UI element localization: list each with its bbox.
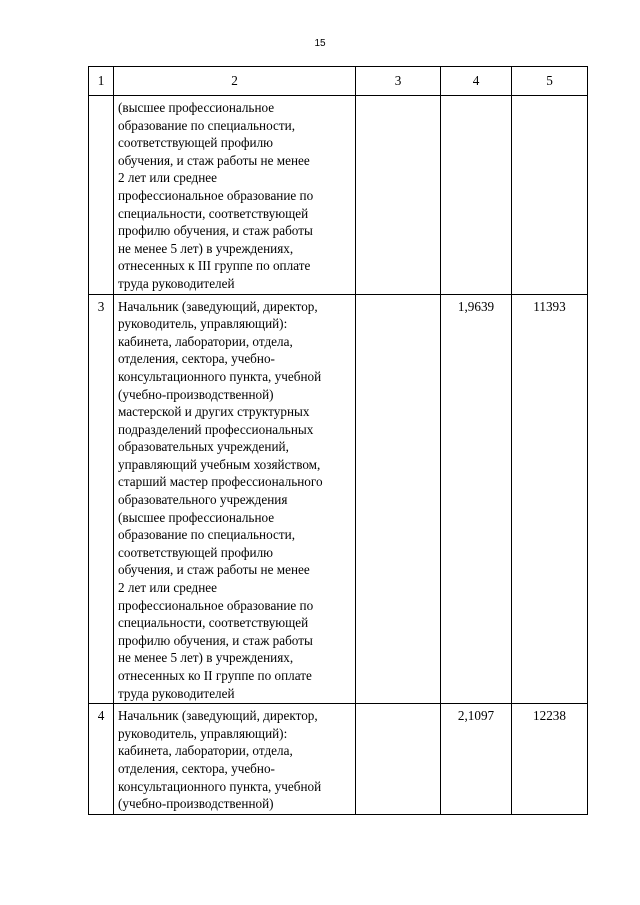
page-number: 15 [314,38,326,49]
table-row [89,704,588,815]
column-3-cell [356,704,441,815]
table-row [89,294,588,704]
column-3-cell [356,294,441,704]
header-cell-2: 2 [114,67,356,96]
coefficient-cell: 1,9639 [441,294,512,704]
position-description [114,704,356,815]
salary-cell: 11393 [512,294,588,704]
position-description-text: (высшее профессиональное образование по специальности, соответствующей профилю обучения, и стаж работы не менее 2 лет или среднее профессиональное образование по специальности, соответствующей профилю обучения, и стаж работы не менее 5 лет) в учреждениях, отнесенных к III группе по оплате труда руководителей [118,100,314,291]
row-number: 3 [89,294,114,704]
header-cell-4: 4 [441,67,512,96]
header-cell-3: 3 [356,67,441,96]
table-row [89,96,588,295]
row-number [89,96,114,295]
header-cell-1: 1 [89,67,114,96]
salary-table [88,66,588,815]
coefficient-cell [441,96,512,295]
position-description [114,294,356,704]
position-description [114,96,356,295]
table-header-row [89,67,588,96]
row-number: 4 [89,704,114,815]
column-3-cell [356,96,441,295]
coefficient-cell: 2,1097 [441,704,512,815]
position-description-text: Начальник (заведующий, директор, руководитель, управляющий): кабинета, лаборатории, отдела, отделения, сектора, учебно- консультационного пункта, учебной (учебно-производственной) мастерской и других структурных подразделений профессиональных образовательных учреждений, управляющий учебным хозяйством, старший мастер профессионального образовательного учреждения (высшее профессиональное образование по специальности, соответствующей профилю обучения, и стаж работы не менее 2 лет или среднее профессиональное образование по специальности, соответствующей профилю обучения, и стаж работы не менее 5 лет) в учреждениях, отнесенных ко II группе по оплате труда руководителей [118,298,323,701]
salary-cell: 12238 [512,704,588,815]
salary-cell [512,96,588,295]
position-description-text: Начальник (заведующий, директор, руководитель, управляющий): кабинета, лаборатории, отдела, отделения, сектора, учебно- консультационного пункта, учебной (учебно-производственной) [118,708,322,812]
header-cell-5: 5 [512,67,588,96]
